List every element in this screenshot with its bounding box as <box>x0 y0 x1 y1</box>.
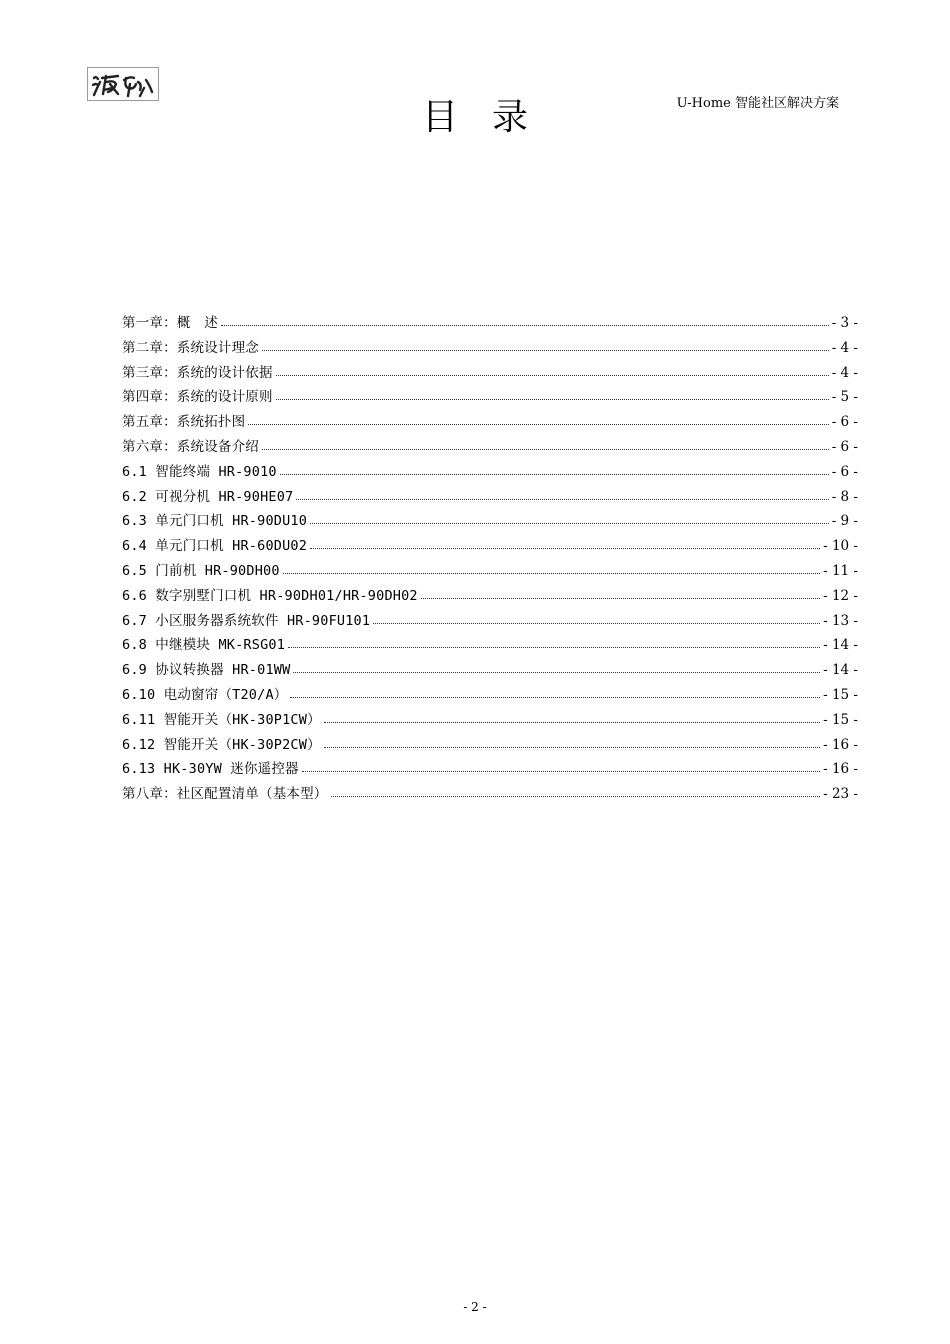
toc-entry-page: - 5 - <box>831 389 858 406</box>
toc-entry-page: - 15 - <box>823 711 858 728</box>
toc-entry[interactable] <box>122 683 858 708</box>
toc-entry-title: 6.6 数字别墅门口机 HR-90DH01/HR-90DH02 <box>122 587 418 604</box>
toc-entry-title: 6.4 单元门口机 HR-60DU02 <box>122 538 308 555</box>
toc-dot-leader <box>373 613 820 625</box>
toc-dot-leader <box>262 439 829 451</box>
toc-entry[interactable] <box>122 361 858 386</box>
toc-entry[interactable] <box>122 584 858 609</box>
toc-entry-title: 6.13 HK-30YW 迷你遥控器 <box>122 761 299 778</box>
toc-entry[interactable] <box>122 633 858 658</box>
toc-dot-leader <box>331 786 821 798</box>
toc-entry-title: 第一章：概 述 <box>122 315 218 331</box>
toc-entry[interactable] <box>122 658 858 683</box>
toc-entry-title: 第四章：系统的设计原则 <box>122 389 273 406</box>
toc-entry[interactable] <box>122 782 858 807</box>
toc-dot-leader <box>290 687 820 699</box>
toc-entry[interactable] <box>122 410 858 435</box>
toc-dot-leader <box>310 538 820 550</box>
toc-dot-leader <box>421 588 820 600</box>
toc-entry-page: - 11 - <box>823 562 858 579</box>
toc-dot-leader <box>283 563 820 575</box>
toc-entry-title: 第二章：系统设计理念 <box>122 339 259 356</box>
toc-entry-page: - 3 - <box>831 315 858 331</box>
toc-entry[interactable] <box>122 435 858 460</box>
toc-entry[interactable] <box>122 460 858 485</box>
toc-entry-title: 第五章：系统拓扑图 <box>122 414 246 431</box>
toc-entry-page: - 16 - <box>823 736 858 753</box>
toc-dot-leader <box>276 365 829 377</box>
toc-entry[interactable] <box>122 757 858 782</box>
toc-entry-title: 6.9 协议转换器 HR-01WW <box>122 662 291 679</box>
toc-dot-leader <box>262 340 829 352</box>
toc-dot-leader <box>280 464 829 476</box>
toc-entry[interactable] <box>122 509 858 534</box>
toc-entry-page: - 15 - <box>823 686 858 703</box>
page-title: 目录 <box>421 97 562 138</box>
toc-dot-leader <box>324 737 820 749</box>
toc-entry-page: - 4 - <box>831 339 858 356</box>
toc-entry[interactable] <box>122 733 858 758</box>
toc-dot-leader <box>293 662 820 674</box>
table-of-contents <box>122 311 858 807</box>
toc-dot-leader <box>324 712 820 724</box>
document-header-title: U-Home 智能社区解决方案 <box>676 96 839 111</box>
toc-entry-title: 6.12 智能开关（HK-30P2CW） <box>122 736 321 753</box>
toc-entry-title: 第六章：系统设备介绍 <box>122 438 259 455</box>
toc-entry[interactable] <box>122 609 858 634</box>
toc-entry-page: - 6 - <box>831 438 858 455</box>
toc-dot-leader <box>276 389 829 401</box>
toc-entry-title: 6.8 中继模块 MK-RSG01 <box>122 637 286 654</box>
toc-entry[interactable] <box>122 559 858 584</box>
toc-entry-page: - 23 - <box>823 786 858 803</box>
toc-entry-title: 6.3 单元门口机 HR-90DU10 <box>122 513 308 530</box>
toc-entry-page: - 12 - <box>823 587 858 604</box>
toc-entry-title: 6.2 可视分机 HR-90HE07 <box>122 488 294 505</box>
toc-entry-title: 6.10 电动窗帘（T20/A） <box>122 686 288 703</box>
toc-dot-leader <box>221 315 829 327</box>
toc-entry-page: - 6 - <box>831 463 858 480</box>
toc-entry[interactable] <box>122 385 858 410</box>
toc-entry-page: - 8 - <box>831 488 858 505</box>
toc-entry-title: 6.5 门前机 HR-90DH00 <box>122 562 280 579</box>
toc-entry[interactable] <box>122 311 858 336</box>
toc-entry[interactable] <box>122 336 858 361</box>
toc-entry[interactable] <box>122 708 858 733</box>
toc-entry-page: - 4 - <box>831 364 858 381</box>
toc-entry-page: - 10 - <box>823 538 858 555</box>
toc-dot-leader <box>302 761 820 773</box>
toc-entry-page: - 9 - <box>831 513 858 530</box>
toc-entry-page: - 14 - <box>823 637 858 654</box>
toc-entry-page: - 13 - <box>823 612 858 629</box>
toc-entry-title: 6.7 小区服务器系统软件 HR-90FU101 <box>122 612 371 629</box>
toc-dot-leader <box>288 637 820 649</box>
toc-dot-leader <box>310 513 829 525</box>
toc-entry-title: 第三章：系统的设计依据 <box>122 364 273 381</box>
toc-entry[interactable] <box>122 485 858 510</box>
toc-entry-page: - 6 - <box>831 414 858 431</box>
toc-dot-leader <box>296 489 828 501</box>
toc-entry-title: 第八章：社区配置清单（基本型） <box>122 786 328 803</box>
toc-entry-page: - 16 - <box>823 761 858 778</box>
page-number: - 2 - <box>463 1300 487 1314</box>
toc-entry[interactable] <box>122 534 858 559</box>
haier-signature-logo <box>90 70 156 98</box>
toc-dot-leader <box>248 414 828 426</box>
toc-entry-page: - 14 - <box>823 662 858 679</box>
toc-entry-title: 6.11 智能开关（HK-30P1CW） <box>122 711 321 728</box>
toc-entry-title: 6.1 智能终端 HR-9010 <box>122 463 277 480</box>
